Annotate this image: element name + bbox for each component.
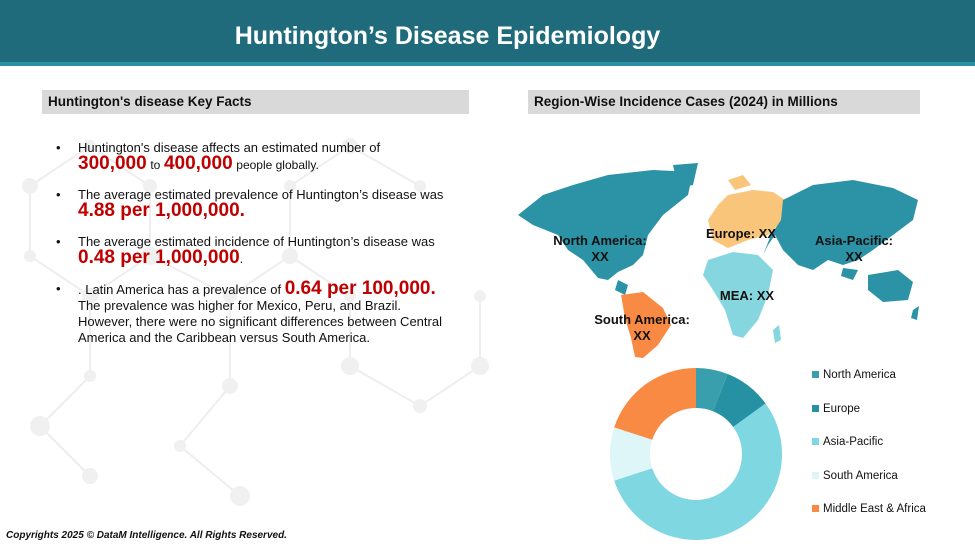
legend-swatch (812, 472, 819, 479)
region-chart-title: Region-Wise Incidence Cases (2024) in Millions (528, 90, 920, 114)
fact-text: . Latin America has a prevalence of (78, 282, 282, 297)
fact-text: The average estimated incidence of Huntington’s disease was (78, 234, 435, 249)
fact-text: people globally. (236, 158, 319, 172)
bullet-icon: • (56, 234, 61, 249)
fact-highlight: 0.64 per 100,000. (284, 278, 436, 299)
fact-highlight: 4.88 per 1,000,000. (78, 200, 245, 221)
fact-item (56, 187, 456, 220)
legend-label: Asia-Pacific (823, 436, 884, 448)
bullet-icon: • (56, 281, 61, 296)
key-facts-title: Huntington's disease Key Facts (42, 90, 469, 114)
legend-label: North America (823, 369, 896, 381)
legend-swatch (812, 405, 819, 412)
map-label-mea: MEA: XX (719, 288, 775, 303)
fact-text: to (150, 158, 161, 172)
legend-label: South America (823, 470, 898, 482)
fact-text: . (239, 251, 244, 266)
bullet-icon: • (56, 140, 61, 155)
fact-highlight: 300,000 (78, 153, 147, 174)
donut-chart (606, 364, 786, 544)
legend-label: Europe (823, 403, 861, 415)
copyright-footer: Copyrights 2025 © DataM Intelligence. All Rights Reserved. (6, 530, 287, 541)
map-label-south-america: South America: XX (594, 312, 690, 343)
legend-swatch (812, 438, 819, 445)
fact-item (56, 140, 456, 173)
key-facts-list (56, 140, 456, 360)
fact-item (56, 234, 456, 267)
fact-text: Huntington's disease affects an estimated number of (78, 140, 381, 155)
north-america-shape (518, 163, 698, 295)
legend-swatch (812, 371, 819, 378)
legend-label: Middle East & Africa (823, 503, 926, 515)
map-label-asia-pacific: Asia-Pacific: XX (814, 233, 894, 264)
fact-highlight: 400,000 (163, 153, 233, 174)
fact-highlight: 0.48 per 1,000,000 (78, 247, 240, 268)
donut-slice-middle-east-africa (614, 368, 696, 440)
header-bar (0, 0, 975, 62)
page-title: Huntington’s Disease Epidemiology (234, 22, 661, 50)
fact-text: The prevalence was higher for Mexico, Peru, and Brazil. However, there were no significant differences between Central America and the Caribbean versus South America. (78, 298, 442, 345)
map-label-north-america: North America: XX (553, 233, 647, 264)
map-label-europe: Europe: XX (705, 226, 777, 241)
fact-text: The average estimated prevalence of Huntington’s disease was (78, 187, 444, 202)
bullet-icon: • (56, 187, 61, 202)
legend-swatch (812, 505, 819, 512)
fact-item (56, 278, 456, 346)
